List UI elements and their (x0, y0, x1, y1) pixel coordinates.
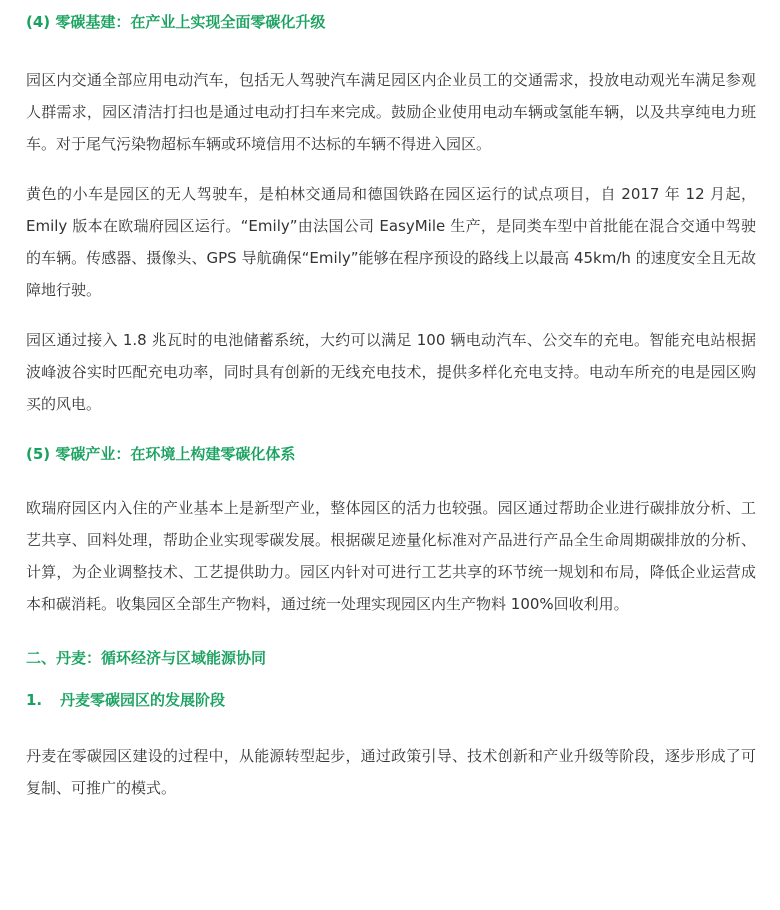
chapter-heading-denmark: 二、丹麦：循环经济与区域能源协同 (26, 649, 267, 667)
subsection-title: 丹麦零碳园区的发展阶段 (60, 691, 226, 709)
paragraph-driverless-emily: 黄色的小车是园区的无人驾驶车，是柏林交通局和德国铁路在园区运行的试点项目，自 2017 年 12 月起，Emily 版本在欧瑞府园区运行。“Emily”由法国公司 EasyMile 生产，是同类车型中首批能在混合交通中驾驶的车辆。传感器、摄像头、GPS 导航确保“Emily”能够在程序预设的路线上以最高 45km/h 的速度安全且无故障地行驶。 (26, 185, 756, 299)
section-heading-zero-carbon-industry: (5) 零碳产业：在环境上构建零碳化体系 (26, 445, 296, 463)
subsection-number: 1. (26, 691, 43, 709)
paragraph-denmark-model: 丹麦在零碳园区建设的过程中，从能源转型起步，通过政策引导、技术创新和产业升级等阶段，逐步形成了可复制、可推广的模式。 (26, 747, 756, 797)
paragraph-battery-storage: 园区通过接入 1.8 兆瓦时的电池储蓄系统，大约可以满足 100 辆电动汽车、公交车的充电。智能充电站根据波峰波谷实时匹配充电功率，同时具有创新的无线充电技术，提供多样化充电支持。电动车所充的电是园区购买的风电。 (26, 331, 756, 413)
subsection-heading-denmark-stages (26, 688, 756, 712)
paragraph-new-industries: 欧瑞府园区内入住的产业基本上是新型产业，整体园区的活力也较强。园区通过帮助企业进行碳排放分析、工艺共享、回料处理，帮助企业实现零碳发展。根据碳足迹量化标准对产品进行产品全生命周期碳排放的分析、计算，为企业调整技术、工艺提供助力。园区内针对可进行工艺共享的环节统一规划和布局，降低企业运营成本和碳消耗。收集园区全部生产物料，通过统一处理实现园区内生产物料 100%回收利用。 (26, 499, 756, 613)
section-heading-zero-carbon-infrastructure: (4) 零碳基建：在产业上实现全面零碳化升级 (26, 13, 326, 31)
paragraph-electric-transport: 园区内交通全部应用电动汽车，包括无人驾驶汽车满足园区内企业员工的交通需求，投放电动观光车满足参观人群需求，园区清洁打扫也是通过电动打扫车来完成。鼓励企业使用电动车辆或氢能车辆，以及共享纯电力班车。对于尾气污染物超标车辆或环境信用不达标的车辆不得进入园区。 (26, 71, 756, 153)
